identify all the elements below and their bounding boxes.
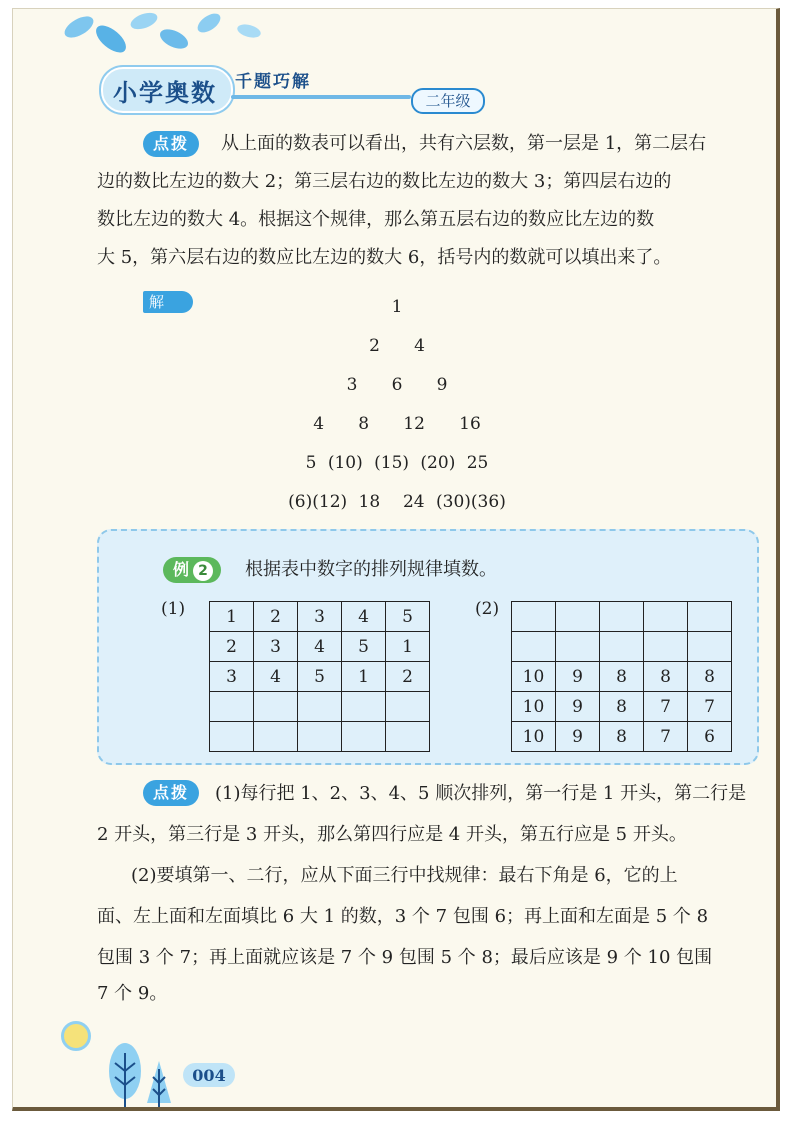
- table2-row: [512, 722, 732, 752]
- example-badge-number: 2: [193, 561, 213, 581]
- table2-cell: 7: [688, 692, 732, 722]
- hint1-line-4: 大 5，第六层右边的数应比左边的数大 6，括号内的数就可以填出来了。: [97, 247, 672, 268]
- grade-label: 二年级: [411, 88, 485, 114]
- table1-cell: [386, 692, 430, 722]
- table1-label: (1): [161, 599, 186, 619]
- table2-cell: 8: [688, 662, 732, 692]
- table1-cell: 4: [254, 662, 298, 692]
- table1-row: [210, 632, 430, 662]
- table2-cell: 8: [644, 662, 688, 692]
- table2-label: (2): [475, 599, 500, 619]
- table2-cell: 10: [512, 662, 556, 692]
- table2-cell: [600, 632, 644, 662]
- triangle-row-1: 1: [391, 297, 403, 317]
- hint1-line-2: 边的数比左边的数大 2；第三层右边的数比左边的数大 3；第四层右边的: [97, 171, 672, 192]
- table1-cell: 1: [210, 602, 254, 632]
- triangle-row-5: 5 (10) (15) (20) 25: [305, 453, 489, 473]
- table1-cell: [210, 692, 254, 722]
- table2-cell: [512, 632, 556, 662]
- table2-cell: 9: [556, 662, 600, 692]
- table1-cell: 5: [342, 632, 386, 662]
- table2-cell: [644, 632, 688, 662]
- hint-badge: 点拨: [143, 131, 199, 157]
- table1-cell: 4: [342, 602, 386, 632]
- table2-cell: 10: [512, 722, 556, 752]
- hint2-line-6: 7 个 9。: [97, 983, 168, 1004]
- table2-cell: 7: [644, 722, 688, 752]
- triangle-row-3: 3 6 9: [346, 375, 448, 395]
- triangle-row-4: 4 8 12 16: [313, 414, 481, 434]
- table1-cell: 5: [386, 602, 430, 632]
- page-number: 004: [192, 1066, 226, 1085]
- table2-row: [512, 692, 732, 722]
- example-question: 根据表中数字的排列规律填数。: [245, 559, 497, 580]
- number-table-2: [511, 601, 732, 752]
- sun-icon: [61, 1021, 91, 1051]
- table2-cell: 10: [512, 692, 556, 722]
- table1-cell: 4: [298, 632, 342, 662]
- table1-cell: [254, 722, 298, 752]
- table1-cell: 3: [210, 662, 254, 692]
- hint-badge-2: 点拨: [143, 780, 199, 806]
- table1-cell: [210, 722, 254, 752]
- table2-cell: 8: [600, 662, 644, 692]
- table1-row: [210, 602, 430, 632]
- hint2-line-2: 2 开头，第三行是 3 开头，那么第四行应是 4 开头，第五行应是 5 开头。: [97, 824, 687, 845]
- table2-cell: [688, 632, 732, 662]
- table1-cell: [298, 722, 342, 752]
- table1-cell: [342, 722, 386, 752]
- table2-cell: [512, 602, 556, 632]
- triangle-row-6: (6)(12) 18 24 (30)(36): [288, 492, 506, 512]
- table1-cell: 1: [342, 662, 386, 692]
- table2-cell: 8: [600, 722, 644, 752]
- table1-cell: [298, 692, 342, 722]
- table1-cell: [342, 692, 386, 722]
- table2-cell: 7: [644, 692, 688, 722]
- book-title: 小学奥数: [113, 79, 217, 107]
- table1-cell: 2: [210, 632, 254, 662]
- table1-cell: 3: [298, 602, 342, 632]
- table2-cell: 9: [556, 692, 600, 722]
- table1-row: [210, 722, 430, 752]
- table2-row: [512, 662, 732, 692]
- hint2-line-4: 面、左上面和左面填比 6 大 1 的数，3 个 7 包围 6；再上面和左面是 5 个 8: [97, 906, 709, 927]
- table2-row: [512, 632, 732, 662]
- number-table-1: [209, 601, 430, 752]
- hint2-line-1: (1)每行把 1、2、3、4、5 顺次排列，第一行是 1 开头，第二行是: [215, 783, 747, 804]
- table2-cell: [556, 632, 600, 662]
- table2-cell: 8: [600, 692, 644, 722]
- example-badge-label: 例: [173, 560, 190, 579]
- hint1-line-1: 从上面的数表可以看出，共有六层数，第一层是 1，第二层右: [221, 133, 707, 154]
- table1-row: [210, 662, 430, 692]
- hint1-line-3: 数比左边的数大 4。根据这个规律，那么第五层右边的数应比左边的数: [97, 209, 655, 230]
- hint2-line-3: (2)要填第一、二行，应从下面三行中找规律：最右下角是 6，它的上: [131, 865, 678, 886]
- book-page: [12, 8, 780, 1111]
- table1-cell: 2: [254, 602, 298, 632]
- table2-cell: [688, 602, 732, 632]
- table1-cell: 3: [254, 632, 298, 662]
- table1-cell: [386, 722, 430, 752]
- table2-cell: 9: [556, 722, 600, 752]
- table1-cell: 5: [298, 662, 342, 692]
- table2-cell: [644, 602, 688, 632]
- header-rule: [231, 95, 411, 99]
- leaves-decoration-icon: [49, 9, 289, 69]
- hint2-line-5: 包围 3 个 7；再上面就应该是 7 个 9 包围 5 个 8；最后应该是 9 个 10 包围: [97, 947, 713, 968]
- example-badge: [163, 557, 221, 583]
- book-subtitle: 千题巧解: [235, 72, 311, 92]
- table2-cell: [556, 602, 600, 632]
- table2-cell: [600, 602, 644, 632]
- table1-cell: 1: [386, 632, 430, 662]
- table1-row: [210, 692, 430, 722]
- triangle-row-2: 2 4: [369, 336, 425, 356]
- table1-cell: 2: [386, 662, 430, 692]
- table2-row: [512, 602, 732, 632]
- table1-cell: [254, 692, 298, 722]
- tree-icon: [103, 1041, 183, 1111]
- table2-cell: 6: [688, 722, 732, 752]
- solution-badge: 解: [143, 291, 193, 313]
